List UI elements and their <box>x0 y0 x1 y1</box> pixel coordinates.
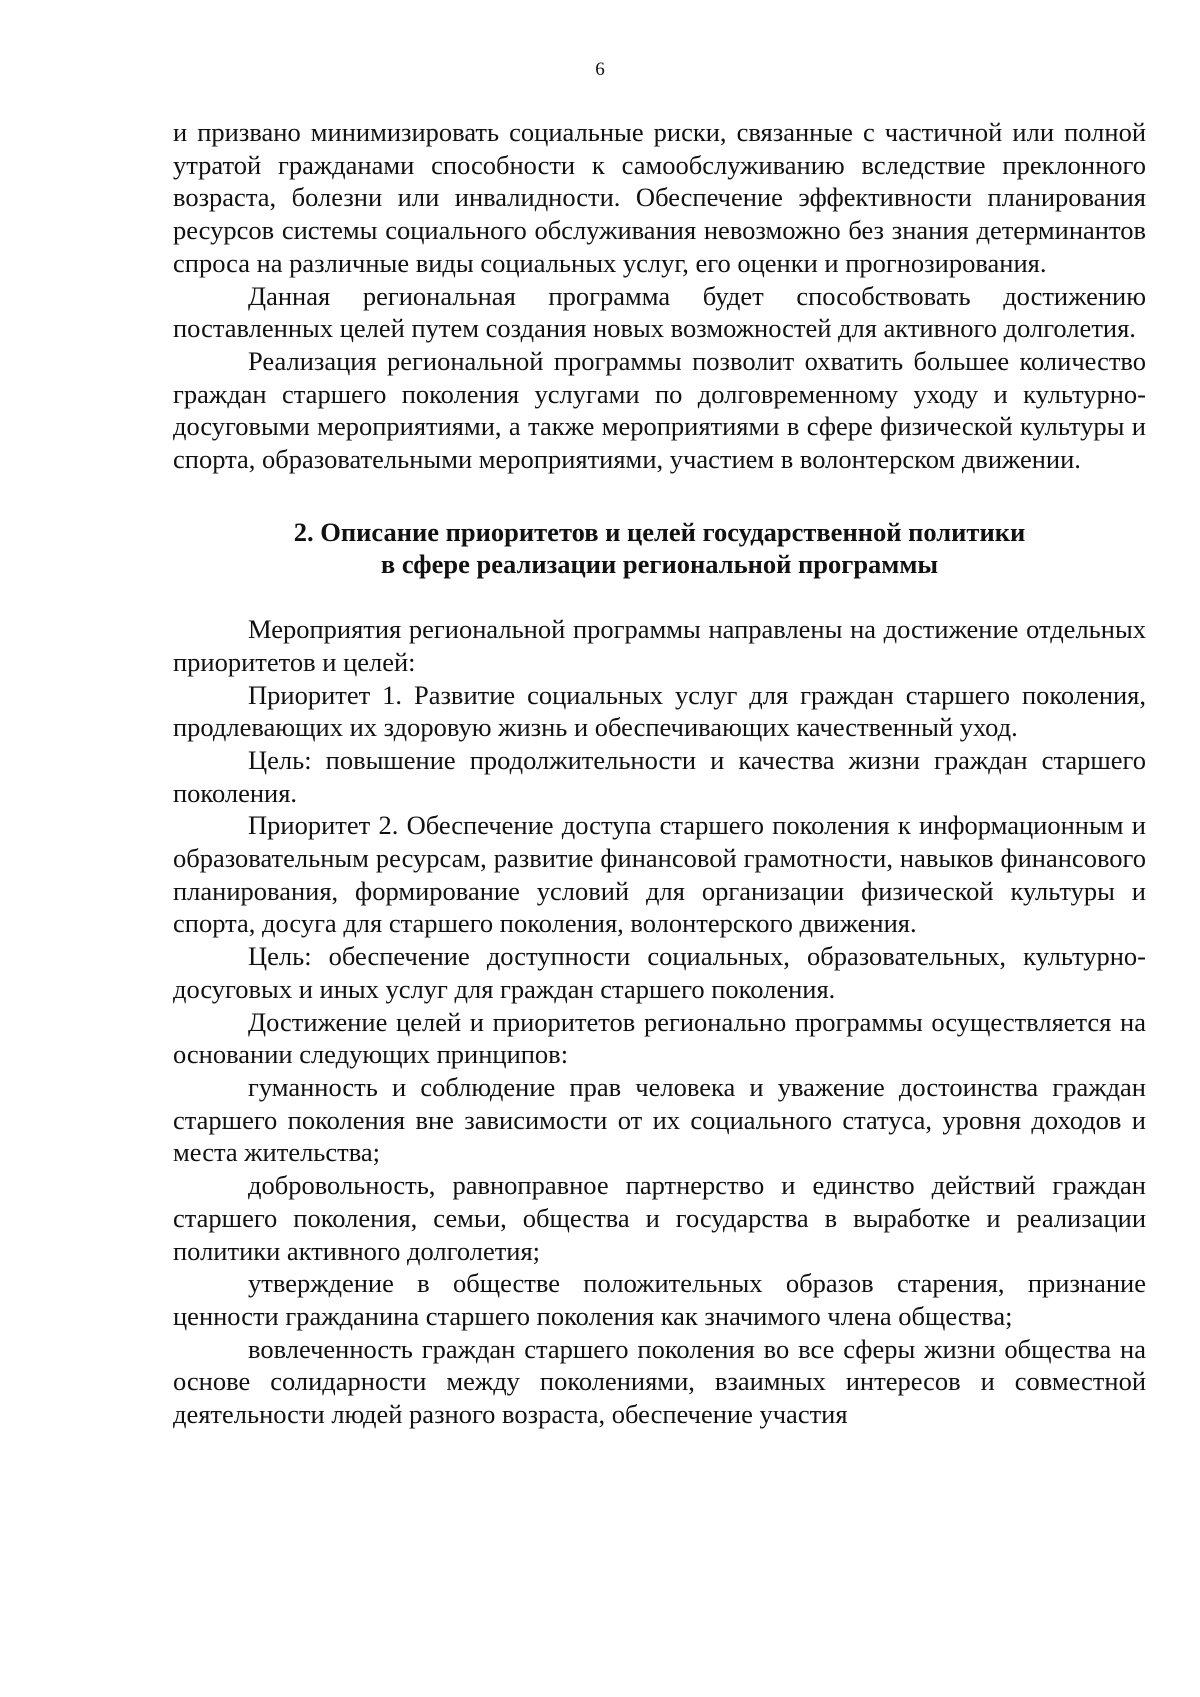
paragraph: Мероприятия региональной программы направлены на достижение отдельных приоритетов и целей: <box>173 614 1146 677</box>
paragraph: Реализация региональной программы позволит охватить большее количество граждан старшего поколения услугами по долговременному уходу и культурно-досуговыми мероприятиями, а также мероприятиями в сфере физической культуры и спорта, образовательными мероприятиями, участием в волонтерском движении. <box>173 345 1146 475</box>
priority-paragraph: Приоритет 2. Обеспечение доступа старшего поколения к информационным и образовательным ресурсам, развитие финансовой грамотности, навыков финансового планирования, формирование условий для организации физической культуры и спорта, досуга для старшего поколения, волонтерского движения. <box>173 810 1146 939</box>
paragraph: Достижение целей и приоритетов регионально программы осуществляется на основании следующих принципов: <box>173 1006 1146 1070</box>
section-heading <box>173 476 1146 613</box>
document-body <box>173 116 1146 1431</box>
section-heading-line: 2. Описание приоритетов и целей государственной политики <box>293 516 1026 547</box>
priority-paragraph: Приоритет 1. Развитие социальных услуг для граждан старшего поколения, продлевающих их здоровую жизнь и обеспечивающих качественный уход. <box>173 679 1146 743</box>
goal-paragraph: Цель: обеспечение доступности социальных, образовательных, культурно-досуговых и иных услуг для граждан старшего поколения. <box>173 941 1146 1004</box>
paragraph: Данная региональная программа будет способствовать достижению поставленных целей путем создания новых возможностей для активного долголетия. <box>173 280 1146 344</box>
principle-paragraph: вовлеченность граждан старшего поколения во все сферы жизни общества на основе солидарности между поколениями, взаимных интересов и совместной деятельности людей разного возраста, обеспечение участия <box>173 1333 1146 1430</box>
page-number: 6 <box>595 59 605 80</box>
paragraph-continuation: и призвано минимизировать социальные риски, связанные с частичной или полной утратой гражданами способности к самообслуживанию вследствие преклонного возраста, болезни или инвалидности. Обеспечение эффективности планирования ресурсов системы социального обслуживания невозможно без знания детерминантов спроса на различные виды социальных услуг, его оценки и прогнозирования. <box>173 117 1146 278</box>
principle-paragraph: утверждение в обществе положительных образов старения, признание ценности гражданина старшего поколения как значимого члена общества; <box>173 1268 1146 1331</box>
principle-paragraph: добровольность, равноправное партнерство и единство действий граждан старшего поколения, семьи, общества и государства в выработке и реализации политики активного долголетия; <box>173 1170 1146 1266</box>
section-heading-line: в сфере реализации региональной программы <box>380 549 939 580</box>
principle-paragraph: гуманность и соблюдение прав человека и уважение достоинства граждан старшего поколения вне зависимости от их социального статуса, уровня доходов и места жительства; <box>173 1071 1146 1168</box>
goal-paragraph: Цель: повышение продолжительности и качества жизни граждан старшего поколения. <box>173 744 1146 808</box>
